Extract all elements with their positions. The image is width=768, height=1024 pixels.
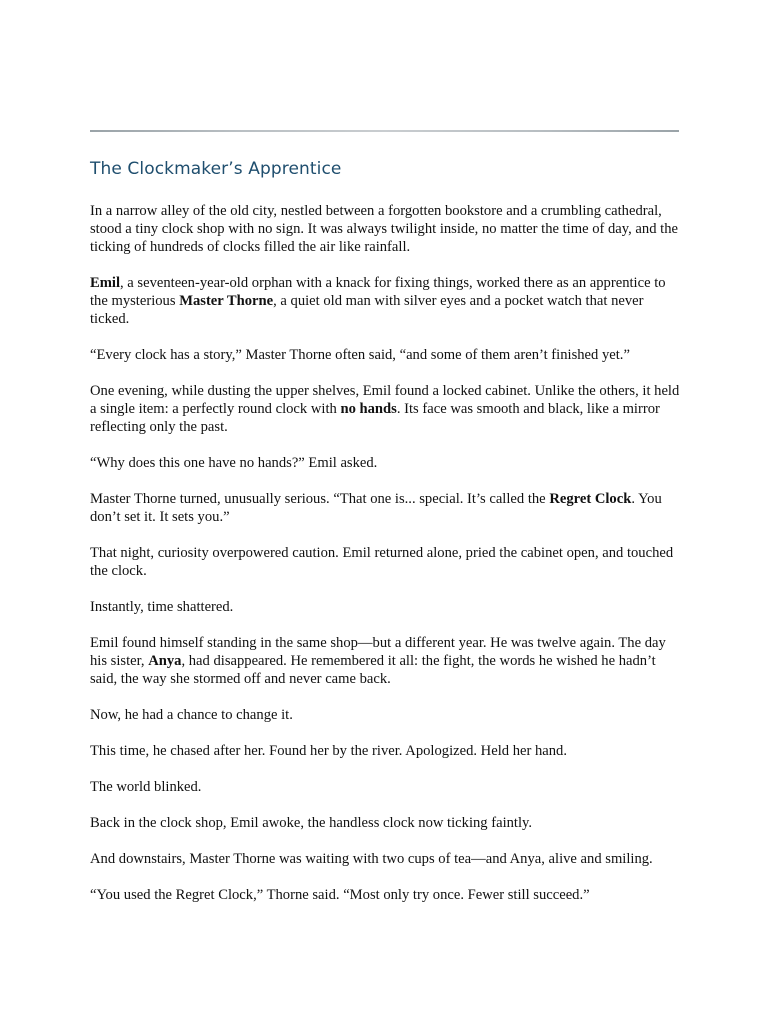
text-run: , a quiet old man with silver eyes and a pocket watch that never ticked. (90, 293, 644, 327)
text-run: This time, he chased after her. Found her by the river. Apologized. Held her hand. (90, 743, 567, 759)
text-run: “Every clock has a story,” Master Thorne often said, “and some of them aren’t finished yet.” (90, 347, 630, 363)
bold-text: no hands (340, 401, 397, 417)
text-run: Now, he had a chance to change it. (90, 707, 293, 723)
text-run: And downstairs, Master Thorne was waiting with two cups of tea—and Anya, alive and smiling. (90, 851, 653, 867)
paragraph (90, 490, 680, 526)
document-body (90, 202, 680, 922)
text-run: . Its face was smooth and black, like a mirror reflecting only the past. (90, 401, 660, 435)
text-run: That night, curiosity overpowered caution. Emil returned alone, pried the cabinet open, and touched the clock. (90, 545, 674, 579)
bold-text: Anya (148, 653, 182, 669)
paragraph (90, 382, 680, 436)
paragraph (90, 778, 680, 796)
bold-text: Master Thorne (179, 293, 274, 309)
header-rule (90, 130, 679, 132)
text-run: . You don’t set it. It sets you.” (90, 491, 662, 525)
paragraph (90, 598, 680, 616)
paragraph (90, 454, 680, 472)
paragraph (90, 634, 680, 688)
paragraph (90, 274, 680, 328)
text-run: , a seventeen-year-old orphan with a knack for fixing things, worked there as an apprentice to the mysterious (90, 275, 666, 309)
paragraph (90, 202, 680, 256)
text-run: One evening, while dusting the upper shelves, Emil found a locked cabinet. Unlike the others, it held a single item: a perfectly round clock with (90, 383, 680, 417)
text-run: Master Thorne turned, unusually serious. “That one is... special. It’s called the (90, 491, 550, 507)
bold-text: Regret Clock (549, 491, 632, 507)
text-run: Back in the clock shop, Emil awoke, the handless clock now ticking faintly. (90, 815, 533, 831)
text-run: The world blinked. (90, 779, 202, 795)
paragraph (90, 886, 680, 904)
paragraph (90, 346, 680, 364)
text-run: “Why does this one have no hands?” Emil asked. (90, 455, 378, 471)
text-run: Instantly, time shattered. (90, 599, 234, 615)
text-run: , had disappeared. He remembered it all: the fight, the words he wished he hadn’t said, the way she stormed off and never came back. (90, 653, 656, 687)
text-run: Emil found himself standing in the same shop—but a different year. He was twelve again. The day his sister, (90, 635, 666, 669)
paragraph (90, 742, 680, 760)
paragraph (90, 544, 680, 580)
paragraph (90, 706, 680, 724)
paragraph (90, 814, 680, 832)
bold-text: Emil (90, 275, 120, 291)
paragraph (90, 850, 680, 868)
text-run: “You used the Regret Clock,” Thorne said. “Most only try once. Fewer still succeed.” (90, 887, 590, 903)
document-title: The Clockmaker’s Apprentice (90, 159, 342, 179)
text-run: In a narrow alley of the old city, nestled between a forgotten bookstore and a crumbling cathedral, stood a tiny clock shop with no sign. It was always twilight inside, no matter the time of day, and the ticking of hundreds of clocks filled the air like rainfall. (90, 203, 678, 255)
